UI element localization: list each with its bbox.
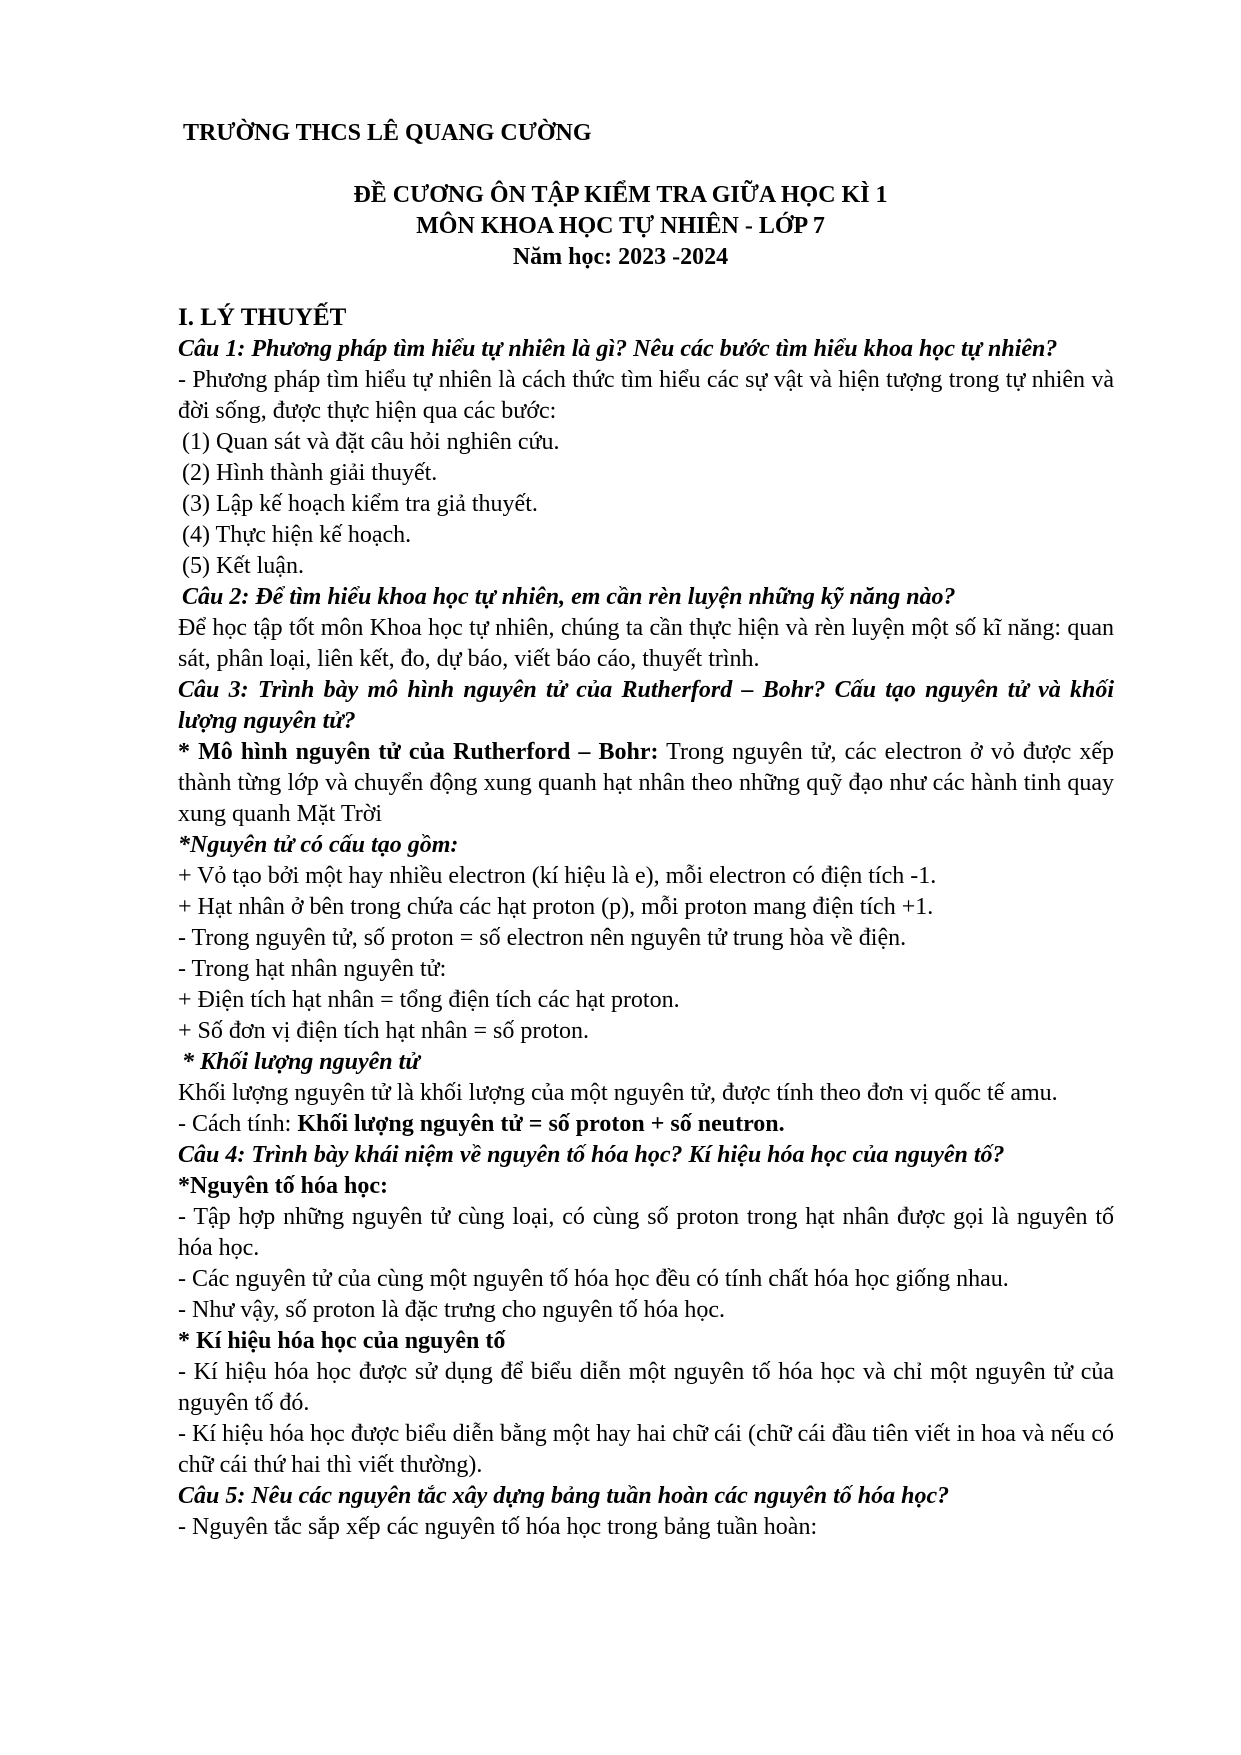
list-item: + Vỏ tạo bởi một hay nhiều electron (kí hiệu là e), mỗi electron có điện tích -1. bbox=[178, 863, 937, 889]
list-item: - Trong hạt nhân nguyên tử: bbox=[178, 956, 447, 982]
answer-paragraph: Khối lượng nguyên tử là khối lượng của một nguyên tử, được tính theo đơn vị quốc tế amu. bbox=[178, 1080, 1058, 1106]
answer-paragraph: - Phương pháp tìm hiểu tự nhiên là cách thức tìm hiểu các sự vật và hiện tượng trong tự nhiên và đời sống, được thực hiện qua các bước: bbox=[178, 367, 1114, 424]
element-label: *Nguyên tố hóa học: bbox=[178, 1173, 389, 1199]
answer-paragraph: Để học tập tốt môn Khoa học tự nhiên, chúng ta cần thực hiện và rèn luyện một số kĩ năng: quan sát, phân loại, liên kết, đo, dự báo, viết báo cáo, thuyết trình. bbox=[178, 615, 1114, 672]
list-item: + Hạt nhân ở bên trong chứa các hạt proton (p), mỗi proton mang điện tích +1. bbox=[178, 894, 934, 920]
document-title: ĐỀ CƯƠNG ÔN TẬP KIỂM TRA GIỮA HỌC KÌ 1 bbox=[353, 182, 888, 208]
list-item: - Nguyên tắc sắp xếp các nguyên tố hóa học trong bảng tuần hoàn: bbox=[178, 1514, 818, 1540]
section-heading: I. LÝ THUYẾT bbox=[178, 304, 347, 331]
list-item: - Như vậy, số proton là đặc trưng cho nguyên tố hóa học. bbox=[178, 1297, 725, 1323]
answer-paragraph bbox=[178, 737, 1114, 830]
list-item: (3) Lập kế hoạch kiểm tra giả thuyết. bbox=[182, 491, 538, 517]
mass-formula: Khối lượng nguyên tử = số proton + số neutron. bbox=[297, 1111, 785, 1137]
list-item: - Trong nguyên tử, số proton = số electron nên nguyên tử trung hòa về điện. bbox=[178, 925, 907, 951]
subject-title: MÔN KHOA HỌC TỰ NHIÊN - LỚP 7 bbox=[416, 213, 825, 239]
list-item: + Điện tích hạt nhân = tổng điện tích các hạt proton. bbox=[178, 987, 680, 1013]
list-item: (1) Quan sát và đặt câu hỏi nghiên cứu. bbox=[182, 429, 560, 455]
school-name: TRƯỜNG THCS LÊ QUANG CƯỜNG bbox=[183, 120, 592, 146]
answer-paragraph bbox=[178, 1109, 1114, 1140]
document-body bbox=[178, 302, 1114, 1543]
list-item: (4) Thực hiện kế hoạch. bbox=[182, 522, 412, 548]
model-text: Trong nguyên tử, các electron ở vỏ được xếp thành từng lớp và chuyển động xung quanh hạt nhân theo những quỹ đạo như các hành tinh quay xung quanh Mặt Trời bbox=[178, 739, 1114, 827]
list-item: (2) Hình thành giải thuyết. bbox=[182, 460, 438, 486]
list-item: + Số đơn vị điện tích hạt nhân = số proton. bbox=[178, 1018, 590, 1044]
list-item: (5) Kết luận. bbox=[182, 553, 304, 579]
mass-label: * Khối lượng nguyên tử bbox=[182, 1049, 420, 1075]
list-item: - Các nguyên tử của cùng một nguyên tố hóa học đều có tính chất hóa học giống nhau. bbox=[178, 1266, 1009, 1292]
question-1: Câu 1: Phương pháp tìm hiểu tự nhiên là gì? Nêu các bước tìm hiểu khoa học tự nhiên? bbox=[178, 336, 1058, 362]
question-4: Câu 4: Trình bày khái niệm về nguyên tố hóa học? Kí hiệu hóa học của nguyên tố? bbox=[178, 1142, 1005, 1168]
document-title-block bbox=[0, 180, 1241, 273]
list-item: - Kí hiệu hóa học được biểu diễn bằng một hay hai chữ cái (chữ cái đầu tiên viết in hoa và nếu có chữ cái thứ hai thì viết thường). bbox=[178, 1421, 1114, 1478]
school-year: Năm học: 2023 -2024 bbox=[512, 244, 729, 270]
list-item: - Tập hợp những nguyên tử cùng loại, có cùng số proton trong hạt nhân được gọi là nguyên tố hóa học. bbox=[178, 1204, 1114, 1261]
symbol-label: * Kí hiệu hóa học của nguyên tố bbox=[178, 1328, 506, 1354]
question-5: Câu 5: Nêu các nguyên tắc xây dựng bảng tuần hoàn các nguyên tố hóa học? bbox=[178, 1483, 950, 1509]
question-3: Câu 3: Trình bày mô hình nguyên tử của Rutherford – Bohr? Cấu tạo nguyên tử và khối lượng nguyên tử? bbox=[178, 677, 1114, 734]
mass-calc-prefix: - Cách tính: bbox=[178, 1111, 298, 1137]
model-label: * Mô hình nguyên tử của Rutherford – Bohr: bbox=[178, 739, 659, 765]
question-2: Câu 2: Để tìm hiểu khoa học tự nhiên, em cần rèn luyện những kỹ năng nào? bbox=[182, 584, 956, 610]
structure-label: *Nguyên tử có cấu tạo gồm: bbox=[178, 832, 459, 858]
list-item: - Kí hiệu hóa học được sử dụng để biểu diễn một nguyên tố hóa học và chỉ một nguyên tử của nguyên tố đó. bbox=[178, 1359, 1114, 1416]
